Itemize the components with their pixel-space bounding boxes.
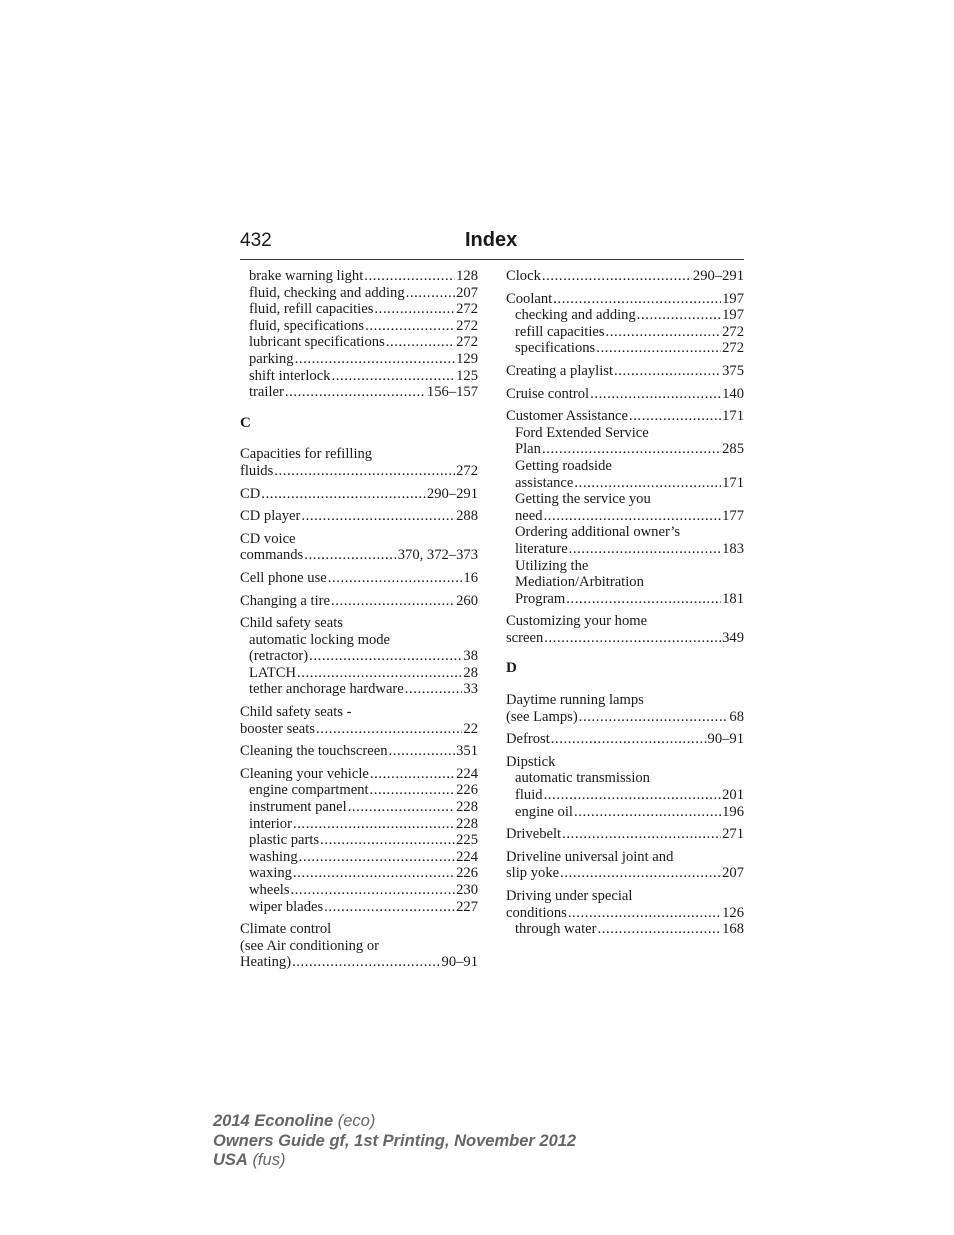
entry-text: lubricant specifications <box>249 334 385 351</box>
entry-text: Cleaning the touchscreen <box>240 743 388 760</box>
index-entry <box>506 630 744 647</box>
page-ref: 351 <box>456 743 478 760</box>
index-entry <box>240 593 478 610</box>
index-subentry <box>240 632 478 649</box>
dot-leader <box>574 804 721 821</box>
index-subentry <box>240 865 478 882</box>
entry-text: Mediation/Arbitration <box>515 574 644 591</box>
index-subentry <box>240 816 478 833</box>
entry-text: Drivebelt <box>506 826 562 843</box>
entry-text: Driveline universal joint and <box>506 848 674 865</box>
entry-text: automatic locking mode <box>249 631 391 648</box>
dot-leader <box>553 291 721 308</box>
entry-text: Getting the service you <box>515 491 651 508</box>
page-header <box>240 229 744 260</box>
page-ref: 196 <box>722 803 744 820</box>
page-ref: 90–91 <box>441 954 478 971</box>
entry-text: washing <box>249 848 298 865</box>
index-entry <box>240 570 478 587</box>
dot-leader <box>291 882 456 899</box>
dot-leader <box>293 865 455 882</box>
dot-leader <box>299 849 455 866</box>
dot-leader <box>292 954 440 971</box>
index-subentry <box>506 574 744 591</box>
page-ref: 230 <box>456 882 478 898</box>
index-subentry <box>240 899 478 916</box>
index-subentry <box>240 648 478 665</box>
entry-text: automatic transmission <box>515 770 650 787</box>
page-ref: 224 <box>456 848 478 865</box>
dot-leader <box>405 681 463 698</box>
page-ref: 126 <box>722 904 744 921</box>
entry-text: Driving under special <box>506 888 633 904</box>
page-ref: 168 <box>722 921 744 938</box>
entry-text: commands <box>240 547 304 564</box>
entry-text: tether anchorage hardware <box>249 681 404 698</box>
entry-text: literature <box>515 540 568 557</box>
index-column-left <box>240 268 478 971</box>
page-ref: 201 <box>722 787 744 804</box>
entry-text: fluid, checking and adding <box>249 284 405 301</box>
entry-text: conditions <box>506 904 567 921</box>
dot-leader <box>365 318 455 335</box>
entry-text: Dipstick <box>506 753 556 770</box>
dot-leader <box>597 921 721 938</box>
entry-text: CD player <box>240 508 301 525</box>
index-subentry <box>506 458 744 475</box>
index-entry <box>240 486 478 503</box>
entry-text: fluid <box>515 787 543 804</box>
entry-text: brake warning light <box>249 268 364 284</box>
footer-line-model <box>213 1112 576 1132</box>
page-title: Index <box>465 229 518 251</box>
page-ref: 16 <box>463 569 478 586</box>
entry-text: wheels <box>249 882 290 898</box>
dot-leader <box>637 307 721 324</box>
entry-text: shift interlock <box>249 367 331 384</box>
entry-text: trailer <box>249 384 284 401</box>
entry-text: Customer Assistance <box>506 408 629 425</box>
index-entry <box>240 508 478 525</box>
entry-text: (see Lamps) <box>506 708 578 725</box>
page-ref: 128 <box>456 268 478 284</box>
entry-text: Heating) <box>240 954 292 971</box>
index-entry <box>506 826 744 843</box>
index-subentry <box>506 804 744 821</box>
footer-region: USA <box>213 1151 248 1169</box>
entry-text: plastic parts <box>249 832 320 849</box>
entry-text: refill capacities <box>515 323 605 340</box>
entry-text: Customizing your home <box>506 613 648 630</box>
index-subentry <box>240 882 478 899</box>
dot-leader <box>562 826 721 843</box>
dot-leader <box>606 324 722 341</box>
index-subentry <box>506 340 744 357</box>
page-ref: 197 <box>722 307 744 324</box>
entry-text: Plan <box>515 441 541 458</box>
dot-leader <box>297 665 462 682</box>
index-entry <box>506 363 744 380</box>
index-subentry <box>240 681 478 698</box>
dot-leader <box>568 905 721 922</box>
page-ref: 290–291 <box>692 268 744 284</box>
page-ref: 171 <box>722 474 744 491</box>
dot-leader <box>301 508 455 525</box>
entry-text: instrument panel <box>249 799 347 816</box>
index-subentry <box>506 441 744 458</box>
page-ref: 225 <box>456 832 478 849</box>
entry-text: specifications <box>515 340 596 357</box>
entry-text: Climate control <box>240 921 332 938</box>
entry-text: CD <box>240 485 261 502</box>
index-entry <box>506 905 744 922</box>
dot-leader <box>304 547 397 564</box>
index-entry <box>240 463 478 480</box>
entry-text: Clock <box>506 268 541 284</box>
page-ref: 271 <box>722 826 744 843</box>
page-ref: 207 <box>722 865 744 882</box>
entry-text: Child safety seats <box>240 615 343 632</box>
page-ref: 226 <box>456 865 478 882</box>
page-ref: 156–157 <box>426 384 478 401</box>
dot-leader <box>569 541 721 558</box>
entry-text: Capacities for refilling <box>240 446 373 463</box>
page-ref: 226 <box>456 782 478 799</box>
index-subentry <box>506 491 744 508</box>
page-ref: 260 <box>456 592 478 609</box>
entry-text: fluid, specifications <box>249 317 365 334</box>
dot-leader <box>316 721 462 738</box>
index-entry <box>506 692 744 709</box>
footer-line-region <box>213 1151 576 1171</box>
index-subentry <box>506 307 744 324</box>
page-ref: 224 <box>456 765 478 782</box>
page-ref: 227 <box>456 898 478 915</box>
index-subentry <box>506 524 744 541</box>
dot-leader <box>386 334 455 351</box>
section-letter: C <box>240 414 251 431</box>
page-ref: 288 <box>456 508 478 525</box>
entry-text: Creating a playlist <box>506 362 613 379</box>
entry-text: engine oil <box>515 803 573 820</box>
dot-leader <box>285 384 426 401</box>
index-subentry <box>240 368 478 385</box>
footer-model: 2014 Econoline <box>213 1112 334 1130</box>
page-ref: 197 <box>722 290 744 307</box>
index-entry <box>506 613 744 630</box>
entry-text: fluids <box>240 462 274 479</box>
dot-leader <box>320 832 455 849</box>
index-entry <box>506 268 744 285</box>
entry-text: Cleaning your vehicle <box>240 765 369 782</box>
entry-text: checking and adding <box>515 307 636 324</box>
page-ref: 272 <box>456 301 478 318</box>
page-ref: 181 <box>722 590 744 607</box>
index-entry <box>240 766 478 783</box>
page-ref: 177 <box>722 507 744 524</box>
page-ref: 38 <box>463 648 478 665</box>
footer-line-guide <box>213 1132 576 1152</box>
index-subentry <box>240 301 478 318</box>
page-ref: 183 <box>722 540 744 557</box>
entry-text: slip yoke <box>506 865 560 882</box>
entry-text: Ordering additional owner’s <box>515 524 681 541</box>
index-subentry <box>240 285 478 302</box>
index-subentry <box>506 558 744 575</box>
entry-text: Child safety seats - <box>240 704 352 721</box>
index-entry <box>506 888 744 905</box>
dot-leader <box>309 648 462 665</box>
dot-leader <box>566 591 721 608</box>
entry-text: parking <box>249 350 294 367</box>
entry-text: interior <box>249 815 292 832</box>
entry-text: fluid, refill capacities <box>249 301 374 318</box>
index-subentry <box>240 384 478 401</box>
dot-leader <box>389 743 456 760</box>
index-subentry <box>240 318 478 335</box>
dot-leader <box>596 340 721 357</box>
index-subentry <box>240 665 478 682</box>
entry-text: Getting roadside <box>515 457 612 474</box>
page-ref: 228 <box>456 799 478 816</box>
index-subentry <box>240 832 478 849</box>
footer-region-code: (fus) <box>252 1151 286 1169</box>
dot-leader <box>370 782 456 799</box>
index-entry <box>240 531 478 548</box>
dot-leader <box>544 630 721 647</box>
entry-text: screen <box>506 629 544 646</box>
dot-leader <box>614 363 721 380</box>
index-subentry <box>506 770 744 787</box>
dot-leader <box>370 766 455 783</box>
page-ref: 125 <box>456 367 478 384</box>
dot-leader <box>261 486 426 503</box>
index-entry <box>506 849 744 866</box>
dot-leader <box>406 285 455 302</box>
index-subentry <box>240 782 478 799</box>
dot-leader <box>293 816 455 833</box>
page-footer <box>213 1112 576 1171</box>
entry-text: Changing a tire <box>240 592 330 609</box>
dot-leader <box>579 709 729 726</box>
entry-text: Defrost <box>506 731 550 748</box>
dot-leader <box>590 386 721 403</box>
index-subentry <box>240 849 478 866</box>
dot-leader <box>331 593 455 610</box>
page-ref: 28 <box>463 664 478 681</box>
index-entry <box>506 731 744 748</box>
index-entry <box>506 386 744 403</box>
entry-text: booster seats <box>240 720 315 737</box>
dot-leader <box>544 787 722 804</box>
index-entry <box>240 954 478 971</box>
index-entry <box>240 704 478 721</box>
page-ref: 272 <box>722 340 744 357</box>
index-subentry <box>506 541 744 558</box>
dot-leader <box>629 408 721 425</box>
index-entry <box>506 754 744 771</box>
page-ref: 272 <box>456 317 478 334</box>
dot-leader <box>274 463 455 480</box>
footer-model-code: (eco) <box>337 1112 376 1130</box>
entry-text: Cruise control <box>506 385 590 402</box>
page-ref: 90–91 <box>707 731 744 748</box>
index-subentry <box>506 475 744 492</box>
dot-leader <box>542 268 692 285</box>
index-entry <box>506 408 744 425</box>
index-entry <box>240 938 478 955</box>
entry-text: Cell phone use <box>240 569 327 586</box>
dot-leader <box>542 441 721 458</box>
entry-text: Program <box>515 590 566 607</box>
index-entry <box>240 615 478 632</box>
index-entry <box>240 547 478 564</box>
index-entry <box>240 921 478 938</box>
page-ref: 349 <box>722 629 744 646</box>
entry-text: Coolant <box>506 290 553 307</box>
entry-text: Ford Extended Service <box>515 424 649 441</box>
dot-leader <box>544 508 722 525</box>
entry-text: (see Air conditioning or <box>240 937 380 954</box>
entry-text: LATCH <box>249 664 297 681</box>
page-ref: 272 <box>456 462 478 479</box>
page-number: 432 <box>240 230 272 251</box>
dot-leader <box>331 368 455 385</box>
index-entry <box>240 446 478 463</box>
index-subentry <box>506 591 744 608</box>
entry-text: waxing <box>249 865 292 882</box>
page-ref: 285 <box>722 441 744 458</box>
section-letter: D <box>506 660 517 677</box>
dot-leader <box>560 865 721 882</box>
dot-leader <box>374 301 455 318</box>
dot-leader <box>364 268 455 285</box>
page-ref: 22 <box>463 720 478 737</box>
index-subentry <box>506 508 744 525</box>
index-subentry <box>506 324 744 341</box>
index-subentry <box>240 334 478 351</box>
entry-text: need <box>515 507 543 524</box>
index-entry <box>240 743 478 760</box>
page-ref: 370, 372–373 <box>397 547 478 564</box>
page-ref: 228 <box>456 815 478 832</box>
entry-text: (retractor) <box>249 648 309 665</box>
entry-text: Daytime running lamps <box>506 692 644 709</box>
dot-leader <box>348 799 455 816</box>
entry-text: engine compartment <box>249 782 369 799</box>
page-ref: 171 <box>722 408 744 425</box>
page-ref: 129 <box>456 350 478 367</box>
page-ref: 290–291 <box>426 485 478 502</box>
index-subentry <box>240 268 478 285</box>
index-subentry <box>240 799 478 816</box>
index-subentry <box>506 921 744 938</box>
entry-text: assistance <box>515 474 574 491</box>
entry-text: Utilizing the <box>515 557 589 574</box>
page-ref: 207 <box>456 284 478 301</box>
dot-leader <box>295 351 456 368</box>
index-column-right <box>506 268 744 938</box>
index-entry <box>506 865 744 882</box>
page-ref: 68 <box>729 708 744 725</box>
index-entry <box>506 709 744 726</box>
index-subentry <box>240 351 478 368</box>
dot-leader <box>574 475 721 492</box>
dot-leader <box>324 899 455 916</box>
entry-text: CD voice <box>240 530 296 547</box>
index-entry <box>506 291 744 308</box>
page-ref: 375 <box>722 362 744 379</box>
index-subentry <box>506 425 744 442</box>
dot-leader <box>551 731 707 748</box>
page-ref: 140 <box>722 385 744 402</box>
page-ref: 272 <box>456 334 478 351</box>
page-ref: 33 <box>463 681 478 698</box>
entry-text: through water <box>515 921 597 938</box>
page-ref: 272 <box>722 323 744 340</box>
index-subentry <box>506 787 744 804</box>
dot-leader <box>328 570 463 587</box>
footer-guide: Owners Guide gf, 1st Printing, November 2012 <box>213 1131 577 1150</box>
index-entry <box>240 721 478 738</box>
entry-text: wiper blades <box>249 898 324 915</box>
